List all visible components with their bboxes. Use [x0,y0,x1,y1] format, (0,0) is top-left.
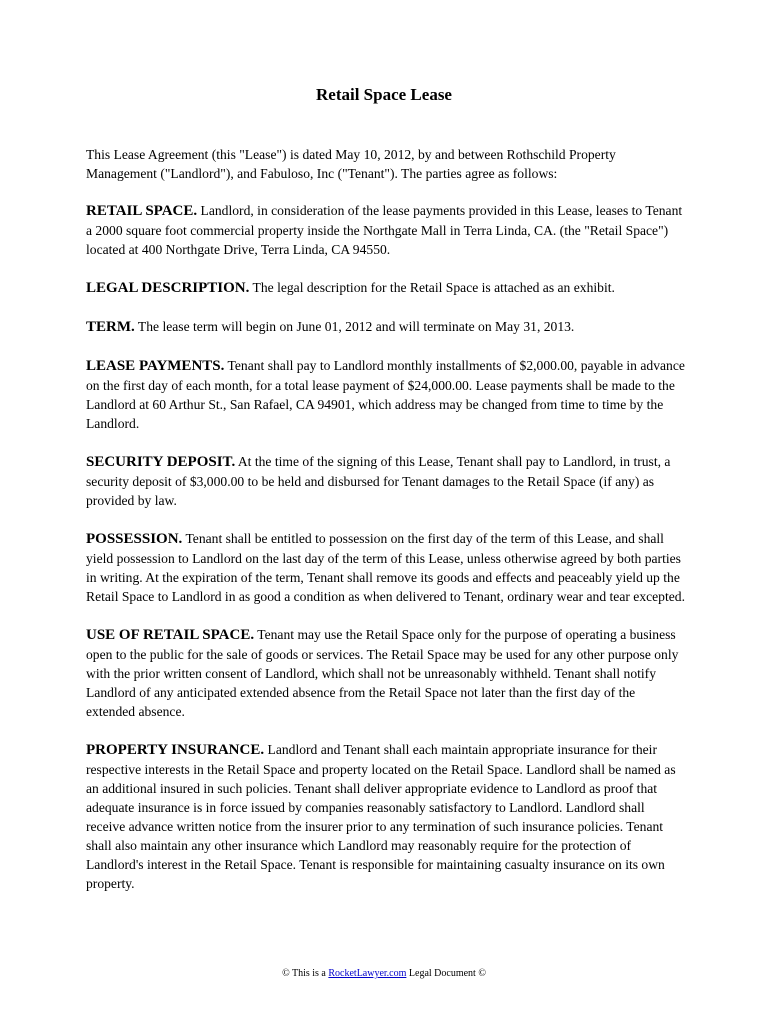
section-lease-payments [86,356,686,433]
section-text: Tenant shall be entitled to possession on the first day of the term of this Lease, and shall yield possession to Landlord on the last day of the term of this Lease, unless otherwise agreed by both parties in writing. At the expiration of the term, Tenant shall remove its goods and effects and peaceably yield up the Retail Space to Landlord in as good a condition as when delivered to Tenant, ordinary wear and tear excepted. [86,531,685,604]
section-heading: LEASE PAYMENTS. [86,358,225,374]
footer-prefix: © This is a [282,968,326,979]
document-title: Retail Space Lease [316,85,452,104]
section-heading: PROPERTY INSURANCE. [86,742,265,758]
section-heading: LEGAL DESCRIPTION. [86,280,250,296]
section-text: Tenant shall pay to Landlord monthly installments of $2,000.00, payable in advance on the first day of each month, for a total lease payment of $24,000.00. Lease payments shall be made to the Landlord at 60 Arthur St., San Rafael, CA 94901, which address may be changed from time to time by the Landlord. [86,358,685,431]
section-heading: USE OF RETAIL SPACE. [86,627,255,643]
rocketlawyer-link[interactable]: RocketLawyer.com [328,968,407,979]
section-heading: TERM. [86,319,135,335]
document-body [86,145,686,912]
section-legal-description [86,278,686,298]
section-text: Landlord, in consideration of the lease payments provided in this Lease, leases to Tenant a 2000 square foot commercial property inside the Northgate Mall in Terra Linda, CA. (the "Retail Space") located at 400 Northgate Drive, Terra Linda, CA 94550. [86,203,683,257]
section-text: The legal description for the Retail Space is attached as an exhibit. [252,280,615,295]
section-text: The lease term will begin on June 01, 2012 and will terminate on May 31, 2013. [137,319,575,334]
section-heading: RETAIL SPACE. [86,203,198,219]
intro-paragraph: This Lease Agreement (this "Lease") is dated May 10, 2012, by and between Rothschild Property Management ("Landlord"), and Fabuloso, Inc ("Tenant"). The parties agree as follows: [86,147,616,181]
section-text: Landlord and Tenant shall each maintain appropriate insurance for their respective interests in the Retail Space and property located on the Retail Space. Landlord shall be named as an additional insured in such policies. Tenant shall deliver appropriate evidence to Landlord as proof that adequate insurance is in force issued by companies reasonably satisfactory to Landlord. Landlord shall receive advance written notice from the insurer prior to any termination of such insurance policies. Tenant shall also maintain any other insurance which Landlord may reasonably require for the protection of Landlord's interest in the Retail Space. Tenant is responsible for maintaining casualty insurance on its own property. [86,742,676,891]
document-footer [0,967,768,981]
section-text: At the time of the signing of this Lease, Tenant shall pay to Landlord, in trust, a security deposit of $3,000.00 to be held and disbursed for Tenant damages to the Retail Space (if any) as provided by law. [86,454,671,508]
section-heading: POSSESSION. [86,531,183,547]
section-possession [86,529,686,606]
section-term [86,317,686,337]
section-retail-space [86,201,686,259]
section-security-deposit [86,452,686,510]
section-heading: SECURITY DEPOSIT. [86,454,236,470]
footer-suffix: Legal Document © [408,968,486,979]
section-use-of-retail-space [86,625,686,721]
section-text: Tenant may use the Retail Space only for the purpose of operating a business open to the public for the sale of goods or services. The Retail Space may be used for any other purpose only with the prior written consent of Landlord, which shall not be unreasonably withheld. Tenant shall notify Landlord of any anticipated extended absence from the Retail Space not later than the first day of the extended absence. [86,627,679,719]
section-property-insurance [86,740,686,893]
